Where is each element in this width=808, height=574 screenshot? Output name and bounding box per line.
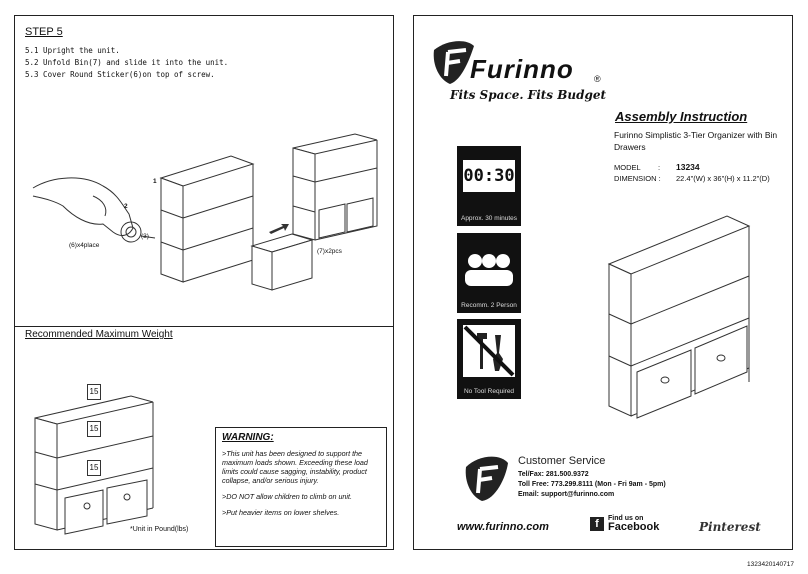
- assembly-step-panel: [14, 15, 394, 550]
- unit-note: *Unit in Pound(lbs): [130, 526, 189, 533]
- shelf-unit-with-bins: [293, 134, 383, 244]
- dimension-label: DIMENSION :: [614, 174, 661, 183]
- step-line-3: 5.3 Cover Round Sticker(6)on top of screw.: [25, 70, 215, 79]
- callout-six: (6)x4place: [69, 242, 100, 249]
- arrows-icon: [269, 218, 299, 238]
- document-code: 1323420140717: [747, 561, 794, 568]
- warning-title: WARNING:: [222, 432, 274, 443]
- weight-badge-middle: 15: [87, 421, 101, 437]
- warning-paragraph-1: >This unit has been designed to support the maximum loads shown. Exceeding these load limits could cause sagging, instability, product collapse, and/or serious injury.: [222, 449, 368, 485]
- step-line-2: 5.2 Unfold Bin(7) and slide it into the unit.: [25, 58, 229, 67]
- people-icon: [463, 251, 515, 291]
- model-separator: :: [658, 163, 661, 172]
- weight-badge-top: 15: [87, 384, 101, 400]
- time-label: Approx. 30 minutes: [460, 215, 517, 222]
- customer-service-title: Customer Service: [518, 455, 606, 467]
- product-name: Furinno Simplistic 3-Tier Organizer with Bin Drawers: [614, 130, 778, 152]
- people-label: Recomm. 2 Person: [461, 302, 517, 309]
- assembly-title: Assembly Instruction: [615, 109, 748, 124]
- product-illustration: [609, 216, 759, 426]
- tools-label: No Tool Required: [463, 388, 515, 395]
- model-label: MODEL: [614, 163, 641, 172]
- facebook-link[interactable]: [590, 515, 659, 533]
- customer-service-email: Email: support@furinno.com: [518, 491, 615, 498]
- no-tools-icon: [463, 325, 515, 377]
- shelf-unit-empty: [161, 156, 261, 286]
- cover-panel: [413, 15, 793, 550]
- pinterest-link[interactable]: Pinterest: [699, 520, 761, 534]
- model-value: 13234: [676, 162, 700, 172]
- website-link[interactable]: www.furinno.com: [457, 521, 549, 533]
- bin-quantity-label: (7)x2pcs: [317, 248, 342, 255]
- facebook-top-text: Find us on: [608, 515, 644, 522]
- step-line-1: 5.1 Upright the unit.: [25, 46, 120, 55]
- weight-badge-bottom: 15: [87, 460, 101, 476]
- brand-name: Furinno: [470, 54, 574, 84]
- tagline: Fits Space. Fits Budget: [450, 88, 607, 102]
- dimension-value: 22.4"(W) x 36"(H) x 11.2"(D): [676, 174, 770, 183]
- facebook-bottom-text: Facebook: [608, 521, 660, 533]
- callout-three: (3): [141, 233, 149, 240]
- warning-paragraph-2: >DO NOT allow children to climb on unit.: [222, 492, 353, 501]
- clock-icon: 00:30: [463, 160, 515, 192]
- customer-service-tollfree: Toll Free: 773.299.8111 (Mon - Fri 9am - 5pm): [518, 481, 666, 488]
- weight-section-title: Recommended Maximum Weight: [25, 329, 173, 340]
- customer-service-tel: Tel/Fax: 281.500.9372: [518, 471, 589, 478]
- customer-service-logo-icon: [462, 453, 512, 503]
- registered-mark: ®: [594, 74, 601, 84]
- callout-one: 1: [153, 178, 157, 185]
- warning-box: [215, 427, 387, 547]
- tools-icon-box: [457, 319, 521, 399]
- callout-two: 2: [124, 203, 128, 210]
- section-divider: [15, 326, 393, 327]
- time-icon-box: [457, 146, 521, 226]
- step-title: STEP 5: [25, 26, 63, 38]
- people-icon-box: [457, 233, 521, 313]
- facebook-icon: f: [590, 517, 604, 531]
- warning-paragraph-3: >Put heavier items on lower shelves.: [222, 508, 340, 517]
